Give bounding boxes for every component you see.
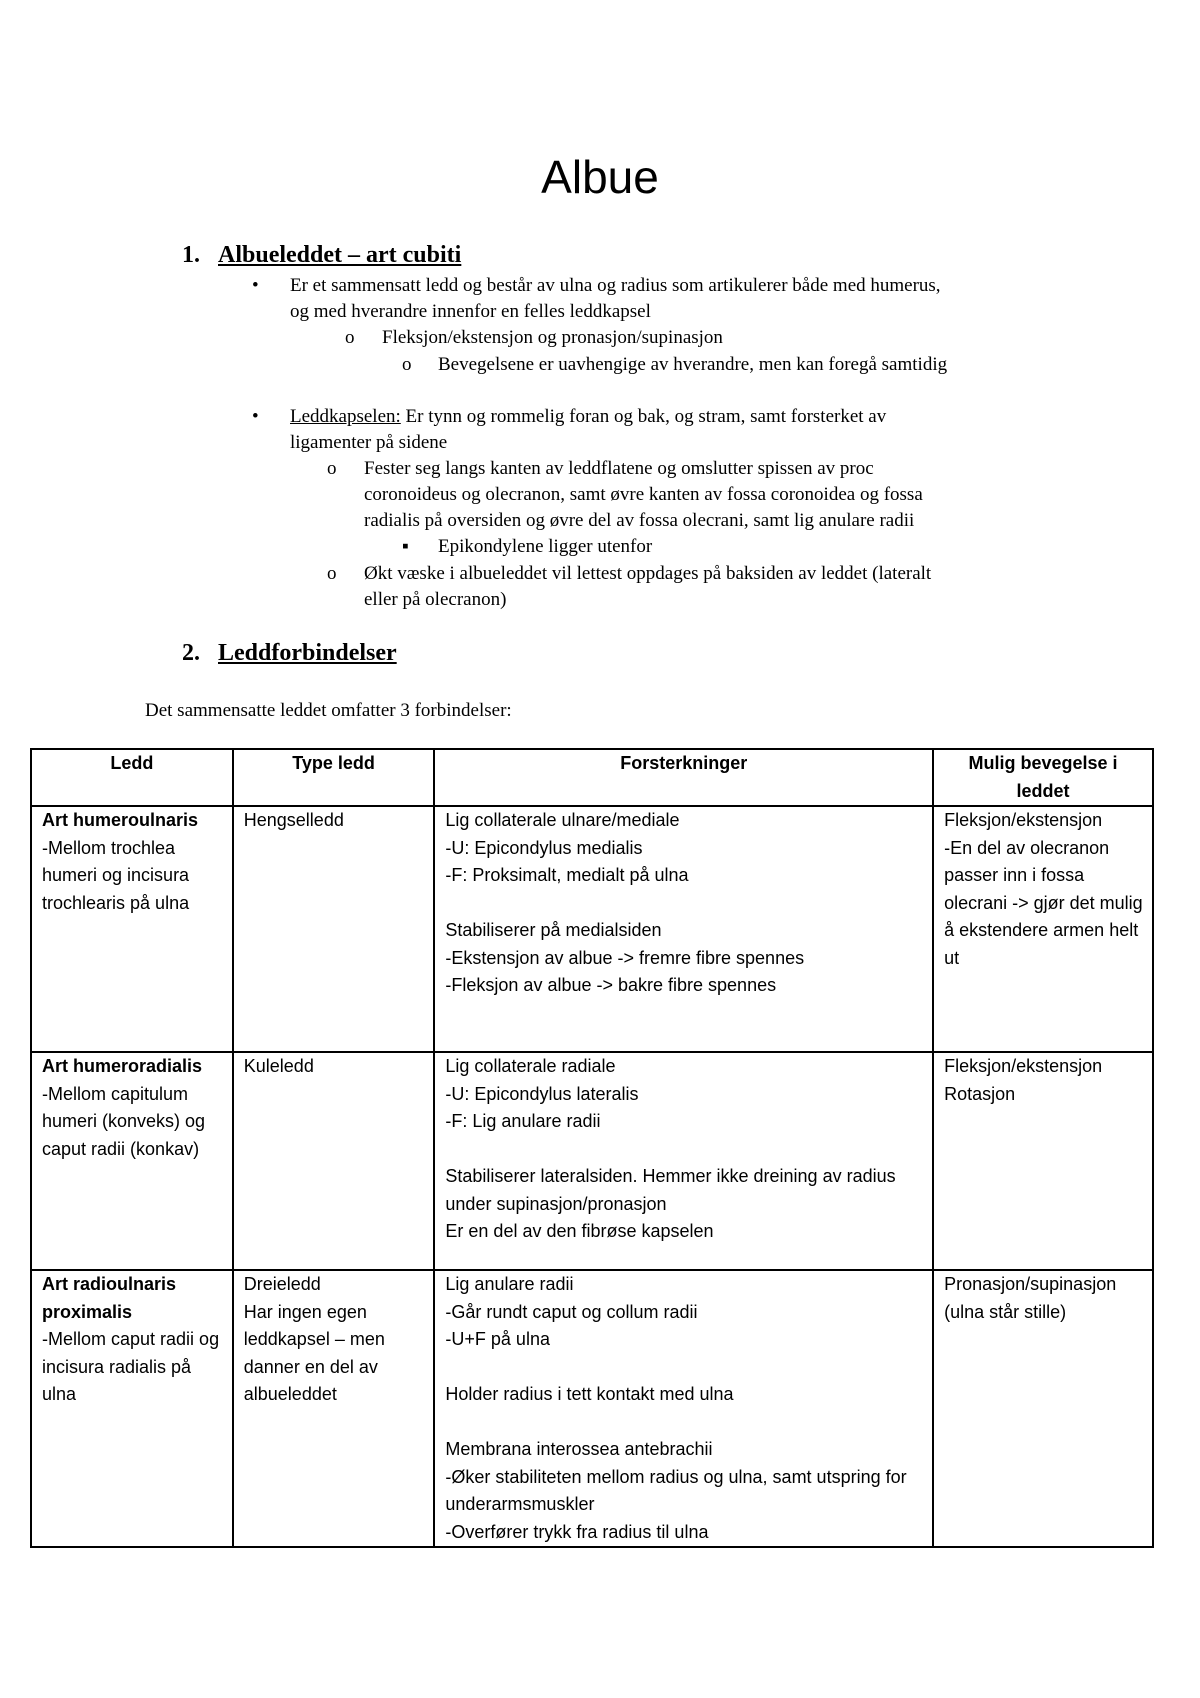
ledd-description: -Mellom capitulum humeri (konveks) og caput radii (konkav): [42, 1083, 211, 1159]
forsterkning-line: -Overfører trykk fra radius til ulna: [445, 1521, 709, 1542]
circle-marker: o: [402, 354, 412, 375]
type-ledd-text: Hengselledd: [243, 810, 344, 830]
forsterkning-line: [445, 890, 924, 918]
leddkapselen-label: Leddkapselen:: [290, 406, 401, 427]
bevegelse-line: -En del av olecranon passer inn i fossa olecrani -> gjør det mulig å ekstendere armen helt ut: [944, 837, 1148, 968]
section-2-number: 2.: [182, 640, 200, 666]
ledd-name: Art humeroradialis: [42, 1056, 203, 1076]
bullet-1-sub-2: Bevegelsene er uavhengige av hverandre, men kan foregå samtidig: [438, 354, 948, 375]
bevegelse-line: Pronasjon/supinasjon (ulna står stille): [944, 1274, 1122, 1322]
table-row: [31, 806, 1153, 1052]
header-ledd: Ledd: [31, 749, 233, 806]
circle-marker: o: [327, 458, 337, 479]
bullet-2-line-2: ligamenter på sidene: [290, 432, 448, 453]
forsterkning-line: -Øker stabiliteten mellom radius og ulna, samt utspring for underarmsmuskler: [445, 1466, 912, 1514]
cell-mulig-bevegelse: [933, 1270, 1153, 1547]
forsterkning-line: -U+F på ulna: [445, 1329, 550, 1349]
cell-type-ledd: [233, 1270, 435, 1547]
circle-marker: o: [345, 327, 355, 348]
bullet-2-sub-1-line-1: Fester seg langs kanten av leddflatene og omslutter spissen av proc: [364, 458, 874, 479]
ledd-name: Art humeroulnaris: [42, 810, 199, 830]
bullet-2-sub-1-sub: Epikondylene ligger utenfor: [438, 536, 653, 557]
square-marker: ▪: [402, 536, 409, 557]
cell-mulig-bevegelse: [933, 806, 1153, 1052]
forsterkning-line: Membrana interossea antebrachii: [445, 1439, 713, 1459]
bullet-2-sub-2-line-1: Økt væske i albueleddet vil lettest oppdages på baksiden av leddet (lateralt: [364, 563, 932, 584]
forsterkning-line: Lig anulare radii: [445, 1274, 574, 1294]
header-type-ledd: Type ledd: [233, 749, 435, 806]
leddforbindelser-table: [30, 748, 1154, 1548]
section-1-number: 1.: [182, 242, 200, 268]
header-mulig-bevegelse: Mulig bevegelse i leddet: [933, 749, 1153, 806]
bullet-1-sub-1: Fleksjon/ekstensjon og pronasjon/supinasjon: [382, 327, 723, 348]
forsterkning-line: -U: Epicondylus medialis: [445, 837, 643, 858]
bevegelse-line: Fleksjon/ekstensjon: [944, 810, 1103, 830]
forsterkning-line: Lig collaterale ulnare/mediale: [445, 810, 680, 830]
cell-ledd: [31, 806, 233, 1052]
forsterkning-line: Holder radius i tett kontakt med ulna: [445, 1384, 734, 1404]
bullet-marker: •: [252, 275, 259, 296]
cell-forsterkninger: [434, 1052, 933, 1270]
forsterkning-line: -U: Epicondylus lateralis: [445, 1083, 639, 1104]
cell-mulig-bevegelse: [933, 1052, 1153, 1270]
bullet-2-line-1: [290, 404, 886, 430]
bullet-1-line-2: og med hverandre innenfor en felles leddkapsel: [290, 301, 651, 322]
forsterkning-line: Stabiliserer på medialsiden: [445, 920, 662, 940]
forsterkning-line: Stabiliserer lateralsiden. Hemmer ikke dreining av radius under supinasjon/pronasjon: [445, 1166, 901, 1214]
forsterkning-line: -F: Lig anulare radii: [445, 1111, 601, 1131]
type-ledd-text: Kuleledd: [243, 1056, 314, 1076]
circle-marker: o: [327, 563, 337, 584]
bullet-2-sub-1-line-3: radialis på oversiden og øvre del av fossa olecrani, samt lig anulare radii: [364, 510, 915, 531]
bevegelse-line: Rotasjon: [944, 1083, 1016, 1104]
forsterkning-line: -Fleksjon av albue -> bakre fibre spennes: [445, 975, 777, 995]
table-row: [31, 1052, 1153, 1270]
bullet-marker: •: [252, 406, 259, 427]
cell-type-ledd: [233, 1052, 435, 1270]
cell-type-ledd: [233, 806, 435, 1052]
forsterkning-line: [445, 1354, 924, 1382]
section-2-title: Leddforbindelser: [218, 640, 397, 666]
header-forsterkninger: Forsterkninger: [434, 749, 933, 806]
bullet-2-sub-1-line-2: coronoideus og olecranon, samt øvre kanten av fossa coronoidea og fossa: [364, 484, 923, 505]
table-header-row: [31, 749, 1153, 806]
type-ledd-text: Dreieledd Har ingen egen leddkapsel – men danner en del av albueleddet: [243, 1274, 385, 1404]
ledd-description: -Mellom caput radii og incisura radialis på ulna: [42, 1329, 225, 1404]
forsterkning-line: -Går rundt caput og collum radii: [445, 1301, 698, 1322]
forsterkning-line: -Ekstensjon av albue -> fremre fibre spennes: [445, 947, 805, 968]
ledd-name: Art radioulnaris proximalis: [42, 1274, 182, 1322]
table-row: [31, 1270, 1153, 1547]
cell-forsterkninger: [434, 806, 933, 1052]
bevegelse-line: Fleksjon/ekstensjon: [944, 1056, 1103, 1076]
forsterkning-line: Er en del av den fibrøse kapselen: [445, 1221, 714, 1241]
bullet-1-line-1: Er et sammensatt ledd og består av ulna og radius som artikulerer både med humerus,: [290, 275, 941, 296]
section-2-intro: Det sammensatte leddet omfatter 3 forbindelser:: [145, 700, 512, 721]
forsterkning-line: -F: Proksimalt, medialt på ulna: [445, 865, 689, 885]
section-1-title: Albueleddet – art cubiti: [218, 242, 462, 268]
bullet-2-line-1-text: Er tynn og rommelig foran og bak, og stram, samt forsterket av: [400, 406, 887, 427]
forsterkning-line: [445, 1136, 924, 1164]
cell-ledd: [31, 1270, 233, 1547]
ledd-description: -Mellom trochlea humeri og incisura trochlearis på ulna: [42, 837, 195, 913]
page-title: Albue: [541, 151, 659, 203]
bullet-2-sub-2-line-2: eller på olecranon): [364, 589, 507, 610]
forsterkning-line: Lig collaterale radiale: [445, 1056, 616, 1076]
cell-forsterkninger: [434, 1270, 933, 1547]
cell-ledd: [31, 1052, 233, 1270]
forsterkning-line: [445, 1409, 924, 1437]
